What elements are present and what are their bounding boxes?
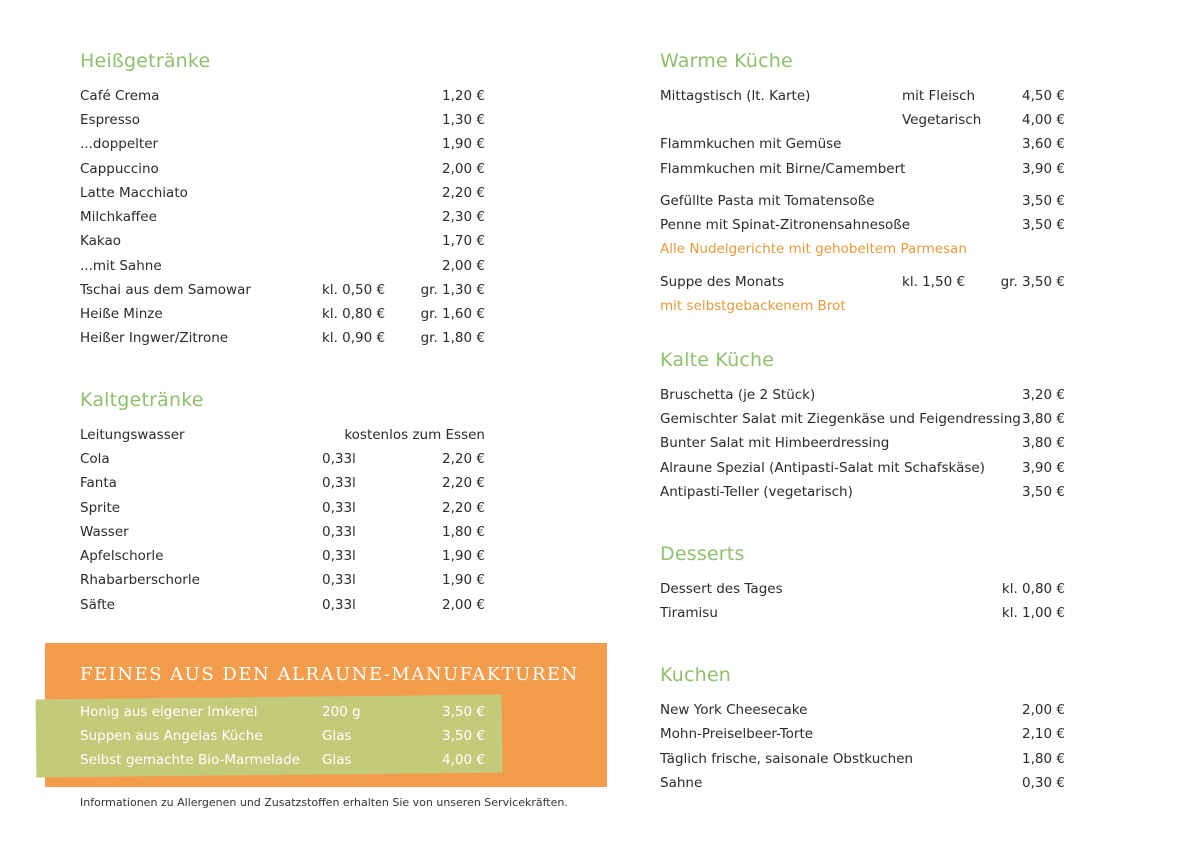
item-size: 0,33l (322, 500, 356, 516)
item-price: 2,00 € (442, 258, 485, 274)
item-price: 3,20 € (1022, 387, 1065, 403)
menu-item (660, 577, 1065, 601)
item-price: 3,80 € (1022, 435, 1065, 451)
item-price: 4,00 € (1022, 112, 1065, 128)
section-title-kalte-kueche: Kalte Küche (660, 349, 775, 371)
item-name: Bruschetta (je 2 Stück) (660, 387, 816, 403)
item-option: mit Fleisch (902, 88, 976, 104)
menu-item (80, 447, 485, 471)
item-name: ...mit Sahne (80, 258, 162, 274)
item-name: Flammkuchen mit Birne/Camembert (660, 161, 906, 177)
item-name: Suppe des Monats (660, 274, 785, 290)
item-price: 2,20 € (442, 185, 485, 201)
menu-item (80, 181, 485, 205)
item-size: Glas (322, 728, 352, 744)
item-price: 3,50 € (1022, 484, 1065, 500)
item-name: Dessert des Tages (660, 581, 783, 597)
item-price: 1,90 € (442, 572, 485, 588)
item-name: Cappuccino (80, 161, 159, 177)
item-price: 3,90 € (1022, 161, 1065, 177)
item-price: kl. 1,00 € (1001, 605, 1065, 621)
item-price-large: gr. 1,60 € (420, 306, 485, 322)
item-price: 2,00 € (1022, 702, 1065, 718)
section-title-heissgetraenke: Heißgetränke (80, 50, 211, 72)
menu-item (660, 108, 1065, 132)
item-price: 1,90 € (442, 136, 485, 152)
allergen-footer-note: Informationen zu Allergenen und Zusatzstoffen erhalten Sie von unseren Servicekräften. (80, 796, 568, 809)
section-title-kaltgetraenke: Kaltgetränke (80, 389, 204, 411)
item-name: Rhabarberschorle (80, 572, 200, 588)
item-name: Apfelschorle (80, 548, 164, 564)
menu-item (80, 568, 485, 592)
item-price: 1,80 € (442, 524, 485, 540)
section-title-desserts: Desserts (660, 543, 745, 565)
item-price: 3,90 € (1022, 460, 1065, 476)
item-name: Gefüllte Pasta mit Tomatensoße (660, 193, 875, 209)
item-name: Heiße Minze (80, 306, 163, 322)
manufaktur-title: FEINES AUS DEN ALRAUNE-MANUFAKTUREN (80, 664, 579, 685)
item-name: Wasser (80, 524, 129, 540)
item-size: 0,33l (322, 597, 356, 613)
item-price: kl. 0,80 € (1001, 581, 1065, 597)
item-price: 3,60 € (1022, 136, 1065, 152)
menu-item (80, 132, 485, 156)
menu-item (660, 157, 1065, 181)
item-size: 0,33l (322, 475, 356, 491)
item-price: 3,80 € (1022, 411, 1065, 427)
menu-item (660, 431, 1065, 455)
item-price-small: kl. 1,50 € (902, 274, 966, 290)
menu-item (80, 471, 485, 495)
menu-item (80, 84, 485, 108)
menu-item (660, 456, 1065, 480)
item-name: Säfte (80, 597, 115, 613)
item-price: 4,50 € (1022, 88, 1065, 104)
menu-item (660, 407, 1065, 431)
item-price-large: gr. 1,80 € (420, 330, 485, 346)
menu-item (660, 189, 1065, 213)
item-name: Sahne (660, 775, 703, 791)
menu-item (80, 423, 485, 447)
menu-item (660, 270, 1065, 294)
item-price: 1,80 € (1022, 751, 1065, 767)
item-price: 3,50 € (1022, 193, 1065, 209)
menu-item (80, 157, 485, 181)
item-price: 1,70 € (442, 233, 485, 249)
item-name: Espresso (80, 112, 141, 128)
menu-item (660, 601, 1065, 625)
menu-item (660, 722, 1065, 746)
item-name: Mittagstisch (lt. Karte) (660, 88, 811, 104)
menu-item (80, 278, 485, 302)
item-price: 2,10 € (1022, 726, 1065, 742)
menu-item (80, 229, 485, 253)
menu-item (80, 520, 485, 544)
menu-item (660, 771, 1065, 795)
item-price: 3,50 € (442, 704, 485, 720)
item-name: Tschai aus dem Samowar (80, 282, 251, 298)
item-price: 2,20 € (442, 451, 485, 467)
item-name: Suppen aus Angelas Küche (80, 728, 263, 744)
item-note: kostenlos zum Essen (344, 427, 485, 443)
section-title-warme-kueche: Warme Küche (660, 50, 793, 72)
menu-item (80, 544, 485, 568)
menu-item (80, 326, 485, 350)
item-price-small: kl. 0,50 € (322, 282, 386, 298)
item-name: Café Crema (80, 88, 160, 104)
menu-item (660, 698, 1065, 722)
item-name: Latte Macchiato (80, 185, 188, 201)
suppe-note: mit selbstgebackenem Brot (660, 298, 846, 314)
menu-item (660, 747, 1065, 771)
item-name: Täglich frische, saisonale Obstkuchen (660, 751, 914, 767)
item-name: Mohn-Preiselbeer-Torte (660, 726, 814, 742)
item-size: 0,33l (322, 524, 356, 540)
menu-item (80, 108, 485, 132)
item-price: 2,20 € (442, 500, 485, 516)
menu-item (80, 254, 485, 278)
menu-item (80, 700, 485, 724)
item-price: 2,00 € (442, 597, 485, 613)
item-price-small: kl. 0,90 € (322, 330, 386, 346)
item-size: 0,33l (322, 548, 356, 564)
item-price: 1,90 € (442, 548, 485, 564)
item-name: Tiramisu (660, 605, 718, 621)
menu-item (660, 132, 1065, 156)
item-price: 3,50 € (442, 728, 485, 744)
pasta-note: Alle Nudelgerichte mit gehobeltem Parmesan (660, 241, 967, 257)
menu-item (660, 383, 1065, 407)
item-name: Kakao (80, 233, 122, 249)
item-name: Cola (80, 451, 110, 467)
item-name: New York Cheesecake (660, 702, 808, 718)
item-price: 3,50 € (1022, 217, 1065, 233)
item-price: 0,30 € (1022, 775, 1065, 791)
item-name: Alraune Spezial (Antipasti-Salat mit Schafskäse) (660, 460, 986, 476)
menu-item (660, 84, 1065, 108)
item-size: 0,33l (322, 572, 356, 588)
menu-item (80, 302, 485, 326)
item-price: 2,00 € (442, 161, 485, 177)
menu-item (80, 593, 485, 617)
item-name: Heißer Ingwer/Zitrone (80, 330, 229, 346)
menu-item (80, 724, 485, 748)
item-option: Vegetarisch (902, 112, 982, 128)
item-price-small: kl. 0,80 € (322, 306, 386, 322)
item-size: 200 g (322, 704, 361, 720)
item-name: Bunter Salat mit Himbeerdressing (660, 435, 890, 451)
item-price: 1,20 € (442, 88, 485, 104)
menu-item (660, 480, 1065, 504)
item-name: Fanta (80, 475, 117, 491)
item-size: 0,33l (322, 451, 356, 467)
menu-item (660, 213, 1065, 237)
item-name: ...doppelter (80, 136, 159, 152)
section-title-kuchen: Kuchen (660, 664, 731, 686)
item-name: Leitungswasser (80, 427, 185, 443)
item-name: Selbst gemachte Bio-Marmelade (80, 752, 300, 768)
menu-item (80, 496, 485, 520)
item-name: Antipasti-Teller (vegetarisch) (660, 484, 853, 500)
item-price: 1,30 € (442, 112, 485, 128)
item-price: 2,30 € (442, 209, 485, 225)
item-price-large: gr. 3,50 € (1000, 274, 1065, 290)
menu-item (80, 748, 485, 772)
item-price-large: gr. 1,30 € (420, 282, 485, 298)
item-name: Flammkuchen mit Gemüse (660, 136, 842, 152)
item-name: Sprite (80, 500, 121, 516)
item-price: 4,00 € (442, 752, 485, 768)
item-name: Penne mit Spinat-Zitronensahnesoße (660, 217, 911, 233)
item-name: Honig aus eigener Imkerei (80, 704, 258, 720)
item-price: 2,20 € (442, 475, 485, 491)
item-name: Gemischter Salat mit Ziegenkäse und Feigendressing (660, 411, 1021, 427)
item-size: Glas (322, 752, 352, 768)
item-name: Milchkaffee (80, 209, 157, 225)
menu-item (80, 205, 485, 229)
